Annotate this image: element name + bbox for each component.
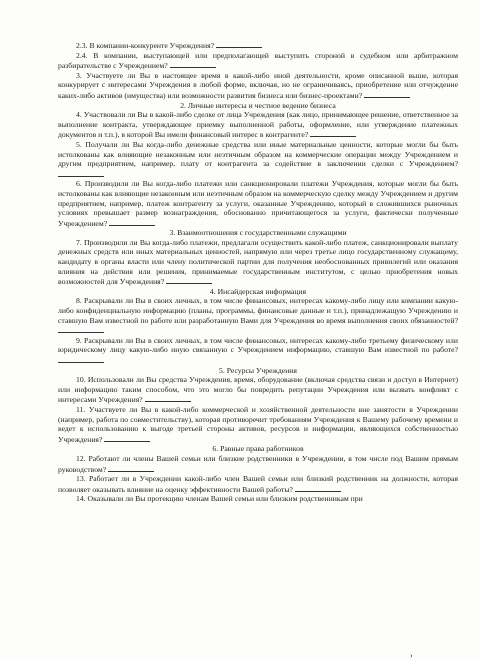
answer-blank[interactable] <box>145 394 191 402</box>
answer-blank[interactable] <box>109 218 155 226</box>
question-4: 4. Участвовали ли Вы в какой-либо сделке от лица Учреждения (как лицо, принимающее решение, ответственное за выполнение контракта, утверждающее приемку выполненной работы, оформление, или утверждение платежных документов и т.п.), в которой Вы имели финансовый интерес в контрагенте? <box>58 110 458 140</box>
question-9: 9. Раскрывали ли Вы в своих личных, в том числе финансовых, интересах какому-либо третьему физическому или юридическому лицу какую-либо иную связанную с Учреждением информацию, ставшую Вам известной по работе? <box>58 336 458 366</box>
answer-blank[interactable] <box>58 169 104 177</box>
answer-blank[interactable] <box>170 60 216 68</box>
section-heading-3: 3. Взаимоотношения с государственными служащими <box>169 228 347 238</box>
answer-blank[interactable] <box>58 325 104 333</box>
question-13: 13. Работает ли в Учреждении какой-либо член Вашей семьи или близкий родственник на должности, которая позволяет оказывать влияние на оценку эффективности Вашей работы? <box>58 474 458 494</box>
question-10: 10. Использовали ли Вы средства Учреждения, время, оборудование (включая средства связи и доступ в Интернет) или информацию таким способом, что это могло бы повредить репутации Учреждения или вызвать конфликт с интересами Учреждения? <box>58 375 458 405</box>
question-7: 7. Производили ли Вы когда-либо платежи, предлагали осуществить какой-либо платеж, санкционировали выплату денежных средств или иных материальных ценностей, напрямую или через третье лицо государственному служащему, кандидату в органы власти или члену политической партии для получения необоснованных привилегий или оказания влияния на действия или решения, принимаемые государственным институтом, с целью приобретения новых возможностей для Учреждения? <box>58 237 458 287</box>
section-heading-6: 6. Равные права работников <box>212 444 304 454</box>
answer-blank[interactable] <box>166 276 212 284</box>
question-8: 8. Раскрывали ли Вы в своих личных, в том числе финансовых, интересах какому-либо лицу или компании какую-либо конфиденциальную информацию (планы, программы, финансовые данные и т.п.), принадлежащую Учреждению и ставшую Вам известной по работе или разработанную Вами для Учреждения во время выполнения своих обязанностей? <box>58 296 458 335</box>
question-2-4: 2.4. В компании, выступающей или предполагающей выступить стороной в судебном или арбитражном разбирательстве с Учреждением? <box>58 50 458 71</box>
question-2-3: 2.3. В компании-конкуренте Учреждения? <box>58 40 458 51</box>
answer-blank[interactable] <box>104 434 150 442</box>
question-11: 11. Участвуете ли Вы в какой-либо коммерческой и хозяйственной деятельности вне занятости в Учреждении (например, работа по совместительству), которая противоречит требованиям Учреждения к Вашему рабочему времени и ведет к использованию к выгоде третьей стороны активов, ресурсов и информации, являющихся собственностью Учреждения? <box>58 404 458 444</box>
answer-blank[interactable] <box>295 484 341 492</box>
answer-blank[interactable] <box>364 90 410 98</box>
section-heading-4: 4. Инсайдерская информация <box>209 286 307 296</box>
answer-blank[interactable] <box>310 129 356 137</box>
section-heading-2: 2. Личные интересы и честное ведение бизнеса <box>180 100 336 110</box>
answer-blank[interactable] <box>216 40 262 48</box>
question-14: 14. Оказывали ли Вы протекцию членам Вашей семьи или близким родственникам при <box>76 494 363 504</box>
section-heading-5: 5. Ресурсы Учреждения <box>219 365 297 375</box>
scan-mark: › <box>410 651 413 660</box>
question-5: 5. Получали ли Вы когда-либо денежные средства или иные материальные ценности, которые могли бы быть истолкованы как влияющие незаконным или неэтичным образом на коммерческие операции между Учреждением и другим предприятием, например, плату от контрагента за содействие в заключении сделки с Учреждением? <box>58 140 458 179</box>
answer-blank[interactable] <box>58 355 104 363</box>
question-12: 12. Работают ли члены Вашей семьи или близкие родственники в Учреждении, в том числе под Вашим прямым руководством? <box>58 453 458 474</box>
answer-blank[interactable] <box>108 464 154 472</box>
question-6: 6. Производили ли Вы когда-либо платежи или санкционировали платежи Учреждения, которые могли бы быть истолкованы как влияющие незаконным или неэтичным образом на коммерческую сделку между Учреждением и другим предприятием, например, платеж контрагенту за услуги, оказанные Учреждению, который в сложившихся рыночных условиях превышает размер вознаграждения, обоснованно причитающегося за услуги, фактически полученные Учреждением? <box>58 179 458 228</box>
question-3: 3. Участвуете ли Вы в настоящее время в какой-либо иной деятельности, кроме описанной выше, которая конкурирует с интересами Учреждения в любой форме, включая, но не ограничиваясь, приобретение или отчуждение каких-либо активов (имущества) или возможности развития бизнеса или бизнес-проектами? <box>58 70 458 100</box>
